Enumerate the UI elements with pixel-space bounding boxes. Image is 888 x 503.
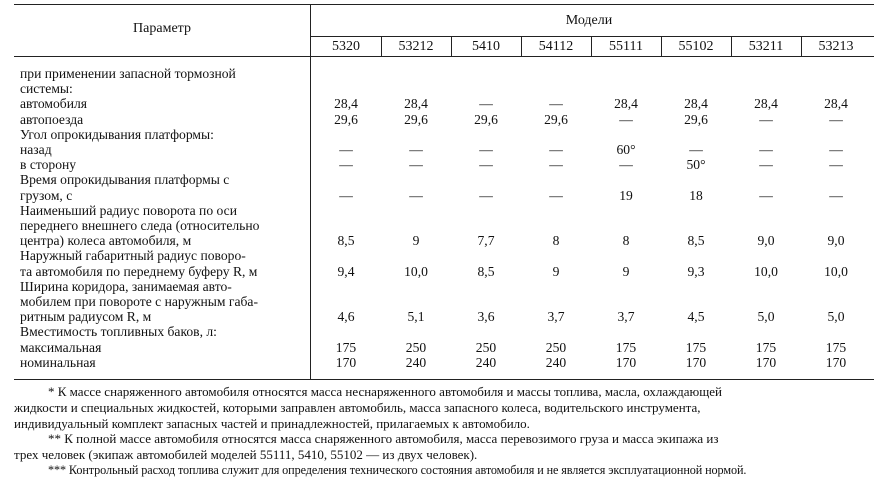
table-top-border (14, 4, 874, 5)
param-line: Ширина коридора, занимаемая авто- (20, 278, 232, 294)
param-line: та автомобиля по переднему буферу R, м (20, 263, 258, 279)
table-bottom-border (14, 379, 874, 380)
value-cell: 8,5 (477, 263, 495, 279)
value-cell: 10,0 (404, 263, 428, 279)
value-cell: — (689, 142, 703, 157)
value-cell: 28,4 (334, 96, 358, 112)
value-cell: 170 (825, 354, 847, 370)
value-cell: 9,0 (827, 233, 845, 249)
value-cell: — (339, 142, 353, 157)
value-cell: — (339, 157, 353, 173)
value-cell: 4,5 (687, 309, 705, 325)
value-cell: — (409, 142, 423, 157)
value-cell: 175 (685, 339, 707, 355)
model-header-53211: 53211 (748, 39, 784, 54)
model-header-55111: 55111 (609, 39, 643, 54)
value-cell: 240 (475, 354, 497, 370)
footnote-2-line-1: ** К полной массе автомобиля относятся масса снаряженного автомобиля, масса перевозимого груза и масса экипажа из (48, 431, 719, 447)
model-header-55102: 55102 (678, 39, 714, 54)
param-line: Наружный габаритный радиус поворо- (20, 248, 246, 264)
parameter-column (20, 66, 306, 370)
value-cell: 240 (405, 354, 427, 370)
value-cell: 28,4 (404, 96, 428, 112)
value-cell: 28,4 (754, 96, 778, 112)
value-cell: — (339, 187, 353, 203)
value-cell: — (759, 157, 773, 173)
footnote-1-line-3: индивидуальный комплект запасных частей и принадлежностей, прилагаемых к автомобило. (14, 415, 530, 431)
value-cell: — (479, 96, 493, 112)
value-cell: 240 (545, 354, 567, 370)
param-line: системы: (20, 81, 73, 97)
value-cell: 5,0 (757, 309, 775, 325)
value-cell: 8,5 (337, 233, 355, 249)
value-cell: 9 (412, 233, 420, 249)
value-cell: 7,7 (477, 233, 495, 249)
param-line: Время опрокидывания платформы с (20, 172, 230, 188)
value-cell: 60° (616, 142, 636, 157)
value-cell: 10,0 (824, 263, 848, 279)
value-cell: — (829, 142, 843, 157)
model-header-54112: 54112 (538, 39, 574, 54)
value-cell: 9 (552, 263, 560, 279)
param-line: Угол опрокидывания платформы: (20, 126, 214, 142)
value-cell: 175 (825, 339, 847, 355)
value-cell: 28,4 (684, 96, 708, 112)
value-cell: — (829, 187, 843, 203)
param-line: Наименьший радиус поворота по оси (20, 202, 237, 218)
value-cell: — (619, 111, 633, 127)
value-cell: 8,5 (687, 233, 705, 249)
model-header-53213: 53213 (818, 39, 854, 54)
value-cell: — (479, 187, 493, 203)
value-cell: 29,6 (544, 111, 568, 127)
value-cell: 29,6 (334, 111, 358, 127)
value-cell: — (759, 187, 773, 203)
value-cell: 5,1 (407, 309, 425, 325)
value-cell: — (549, 142, 563, 157)
value-cell: 250 (475, 339, 497, 355)
param-line: при применении запасной тормозной (20, 66, 236, 81)
value-cell: — (409, 187, 423, 203)
value-cell: 170 (755, 354, 777, 370)
header-bottom-border (14, 56, 874, 57)
value-cell: 3,6 (477, 309, 495, 325)
value-cell: 9 (622, 263, 630, 279)
value-cell: 8 (622, 233, 630, 249)
value-cell: — (619, 157, 633, 173)
param-header: Параметр (133, 21, 191, 36)
value-cell: 9,0 (757, 233, 775, 249)
param-line: грузом, с (20, 187, 73, 203)
value-cell: 250 (405, 339, 427, 355)
value-cell: 175 (755, 339, 777, 355)
param-line: максимальная (20, 339, 102, 355)
param-line: автопоезда (20, 111, 84, 127)
value-cell: — (549, 96, 563, 112)
value-cell: 170 (615, 354, 637, 370)
footnotes (14, 384, 874, 479)
param-line: автомобиля (20, 96, 88, 112)
param-line: в сторону (20, 157, 77, 173)
value-cell: — (549, 187, 563, 203)
value-cell: 3,7 (617, 309, 635, 325)
param-line: номинальная (20, 354, 96, 370)
value-cell: 4,6 (337, 309, 355, 325)
value-cell: — (759, 111, 773, 127)
footnote-1-line-1: * К массе снаряженного автомобиля относятся масса неснаряженного автомобиля и массы топлива, масла, охлаждающей (48, 384, 723, 399)
footnote-1-line-2: жидкости и специальных жидкостей, которыми заправлен автомобиль, масса запасного колеса, водительского инструмента, (14, 399, 701, 415)
models-header: Модели (565, 13, 613, 28)
value-cell: 175 (335, 339, 357, 355)
value-cell: — (549, 157, 563, 173)
model-header-53212: 53212 (398, 39, 434, 54)
value-cell: 29,6 (474, 111, 498, 127)
value-cell: 170 (335, 354, 357, 370)
value-cell: — (829, 111, 843, 127)
footnote-2-line-2: трех человек (экипаж автомобилей моделей 55111, 5410, 55102 — из двух человек). (14, 447, 478, 463)
value-cell: 50° (686, 157, 706, 173)
value-cell: 9,3 (687, 263, 705, 279)
value-cell: 250 (545, 339, 567, 355)
value-cell: 175 (615, 339, 637, 355)
models-header-divider (311, 36, 874, 37)
value-cell: 9,4 (337, 263, 355, 279)
value-cell: 28,4 (824, 96, 848, 112)
value-cell: 170 (685, 354, 707, 370)
value-cell: 29,6 (404, 111, 428, 127)
value-cell: 10,0 (754, 263, 778, 279)
value-cell: 18 (689, 187, 703, 203)
value-cell: — (759, 142, 773, 157)
model-header-5410: 5410 (472, 39, 500, 54)
value-cell: 19 (619, 187, 633, 203)
param-line: ритным радиусом R, м (20, 309, 152, 325)
model-header-5320: 5320 (332, 39, 360, 54)
value-cell: — (479, 157, 493, 173)
value-cell: 29,6 (684, 111, 708, 127)
value-cell: 5,0 (827, 309, 845, 325)
value-cell: — (829, 157, 843, 173)
value-cell: 28,4 (614, 96, 638, 112)
param-line: Вместимость топливных баков, л: (20, 324, 217, 340)
param-line: назад (20, 142, 52, 158)
param-line: центра) колеса автомобиля, м (20, 233, 192, 249)
value-cell: — (479, 142, 493, 157)
param-line: мобилем при повороте с наружным габа- (20, 294, 258, 310)
value-cell: — (409, 157, 423, 173)
param-line: переднего внешнего следа (относительно (20, 218, 260, 234)
value-cell: 8 (552, 233, 560, 249)
footnote-3: *** Контрольный расход топлива служит для определения технического состояния автомобиля и не является эксплуатационной нормой. (48, 462, 747, 477)
value-cell: 3,7 (547, 309, 565, 325)
